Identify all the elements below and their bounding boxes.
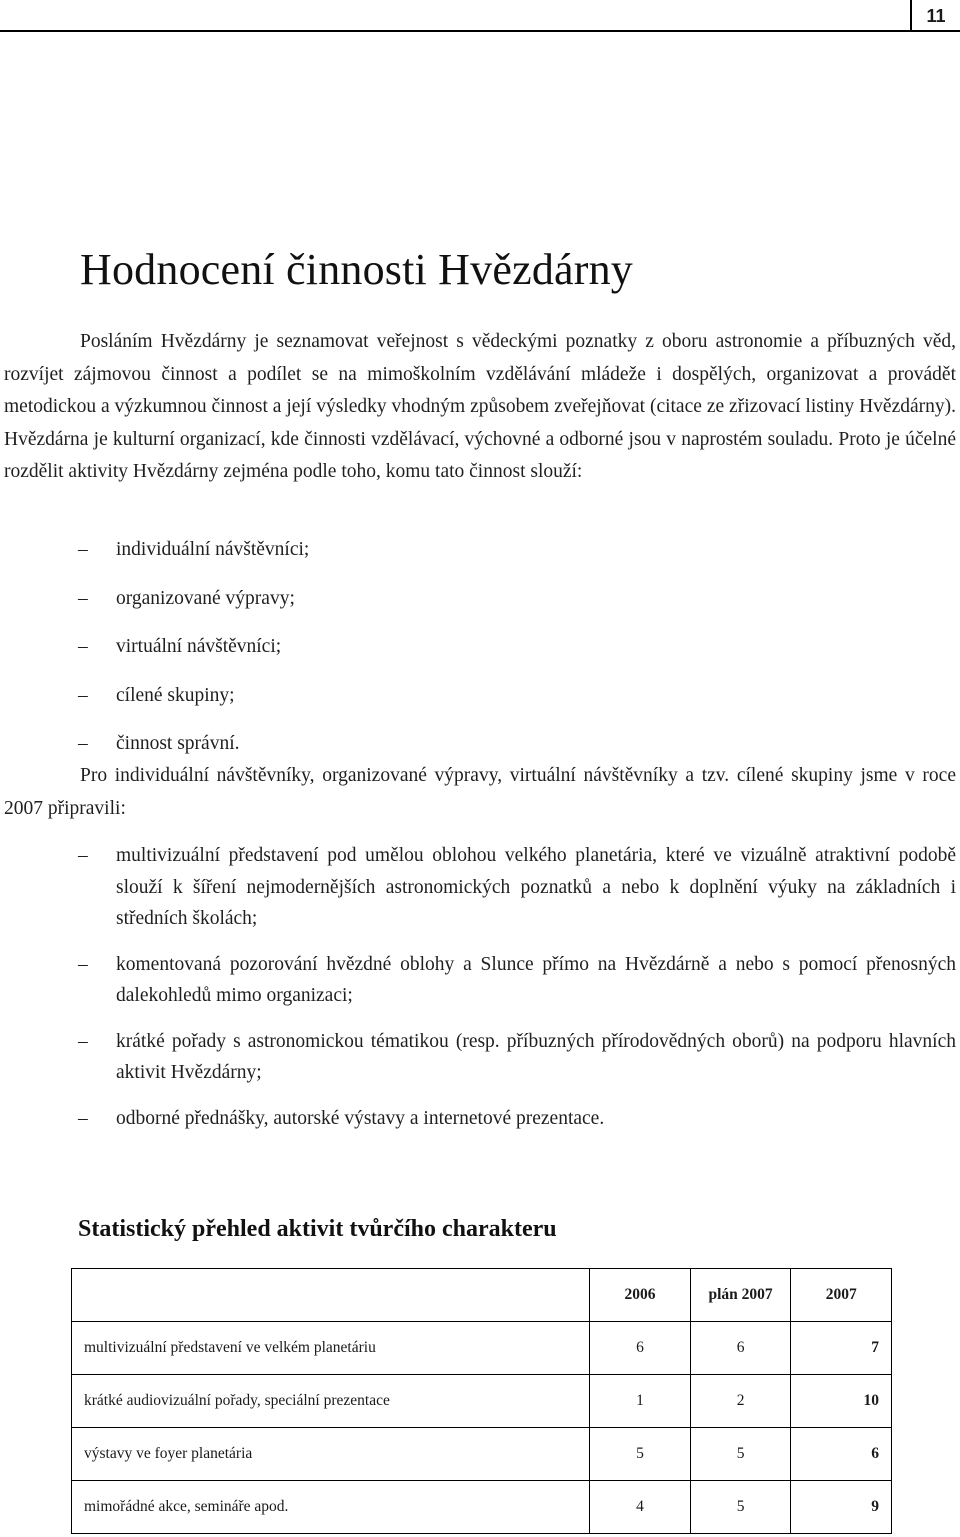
list-item bbox=[4, 840, 956, 935]
second-paragraph: Pro individuální návštěvníky, organizované výpravy, virtuální návštěvníky a tzv. cílené skupiny jsme v roce 2007 připravili: bbox=[4, 765, 956, 819]
list-item-text: individuální návštěvníci; bbox=[116, 539, 310, 560]
stats-section-title: Statistický přehled aktivit tvůrčího charakteru bbox=[78, 1216, 557, 1242]
table-row bbox=[72, 1428, 892, 1481]
value-plan-2007: 2 bbox=[690, 1375, 791, 1428]
table-row bbox=[72, 1375, 892, 1428]
page-header bbox=[0, 0, 960, 32]
value-2007: 9 bbox=[791, 1481, 892, 1534]
header-2006: 2006 bbox=[590, 1269, 691, 1322]
row-label: mimořádné akce, semináře apod. bbox=[72, 1481, 590, 1534]
row-label: multivizuální představení ve velkém planetáriu bbox=[72, 1322, 590, 1375]
value-plan-2007: 5 bbox=[690, 1428, 791, 1481]
list-item-text: virtuální návštěvníci; bbox=[116, 636, 282, 657]
row-label: výstavy ve foyer planetária bbox=[72, 1428, 590, 1481]
list-dash: – bbox=[78, 1107, 88, 1129]
list-item bbox=[4, 536, 956, 585]
value-plan-2007: 5 bbox=[690, 1481, 791, 1534]
header-plan-2007: plán 2007 bbox=[690, 1269, 791, 1322]
list-item bbox=[4, 949, 956, 1012]
value-2006: 6 bbox=[590, 1322, 691, 1375]
list-dash: – bbox=[78, 684, 88, 706]
value-2006: 5 bbox=[590, 1428, 691, 1481]
list-dash: – bbox=[78, 539, 88, 560]
value-2007: 10 bbox=[791, 1375, 892, 1428]
stats-table bbox=[71, 1268, 892, 1534]
audience-list bbox=[4, 536, 956, 779]
list-dash: – bbox=[78, 733, 88, 754]
page-title: Hodnocení činnosti Hvězdárny bbox=[80, 245, 634, 294]
list-item-text: komentovaná pozorování hvězdné oblohy a Slunce přímo na Hvězdárně a nebo s pomocí přenosných dalekohledů mimo organizaci; bbox=[116, 953, 956, 1006]
list-item bbox=[4, 682, 956, 731]
value-2007: 7 bbox=[791, 1322, 892, 1375]
row-label: krátké audiovizuální pořady, speciální prezentace bbox=[72, 1375, 590, 1428]
value-2006: 1 bbox=[590, 1375, 691, 1428]
list-item-text: krátké pořady s astronomickou tématikou (resp. příbuzných přírodovědných oborů) na podporu hlavních aktivit Hvězdárny; bbox=[116, 1030, 956, 1083]
list-dash: – bbox=[78, 1030, 88, 1052]
list-item bbox=[4, 585, 956, 634]
header-label-cell bbox=[72, 1269, 590, 1322]
list-item-text: cílené skupiny; bbox=[116, 684, 235, 706]
value-2007: 6 bbox=[791, 1428, 892, 1481]
table-header-row bbox=[72, 1269, 892, 1322]
list-dash: – bbox=[78, 587, 88, 609]
list-item-text: odborné přednášky, autorské výstavy a internetové prezentace. bbox=[116, 1107, 605, 1129]
header-2007: 2007 bbox=[791, 1269, 892, 1322]
table-row bbox=[72, 1322, 892, 1375]
list-item bbox=[4, 633, 956, 682]
page-number: 11 bbox=[910, 0, 960, 32]
list-item-text: činnost správní. bbox=[116, 733, 240, 754]
list-dash: – bbox=[78, 953, 88, 975]
prepared-activities-list bbox=[4, 840, 956, 1148]
value-2006: 4 bbox=[590, 1481, 691, 1534]
list-item bbox=[4, 1103, 956, 1135]
list-item-text: multivizuální představení pod umělou oblohou velkého planetária, které ve vizuálně atraktivní podobě slouží k šíření nejmodernějších astronomických poznatků a nebo k doplnění výuky na základních i středních školách; bbox=[116, 845, 956, 929]
value-plan-2007: 6 bbox=[690, 1322, 791, 1375]
list-dash: – bbox=[78, 845, 88, 866]
list-item-text: organizované výpravy; bbox=[116, 587, 295, 609]
list-item bbox=[4, 1026, 956, 1089]
list-dash: – bbox=[78, 636, 88, 657]
intro-paragraph: Posláním Hvězdárny je seznamovat veřejnost s vědeckými poznatky z oboru astronomie a příbuzných věd, rozvíjet zájmovou činnost a podílet se na mimoškolním vzdělávání mládeže i dospělých, organizovat a provádět metodickou a výzkumnou činnost a její výsledky vhodným způsobem zveřejňovat (citace ze zřizovací listiny Hvězdárny). Hvězdárna je kulturní organizací, kde činnosti vzdělávací, výchovné a odborné jsou v naprostém souladu. Proto je účelné rozdělit aktivity Hvězdárny zejména podle toho, komu tato činnost slouží: bbox=[4, 331, 956, 482]
table-row bbox=[72, 1481, 892, 1534]
